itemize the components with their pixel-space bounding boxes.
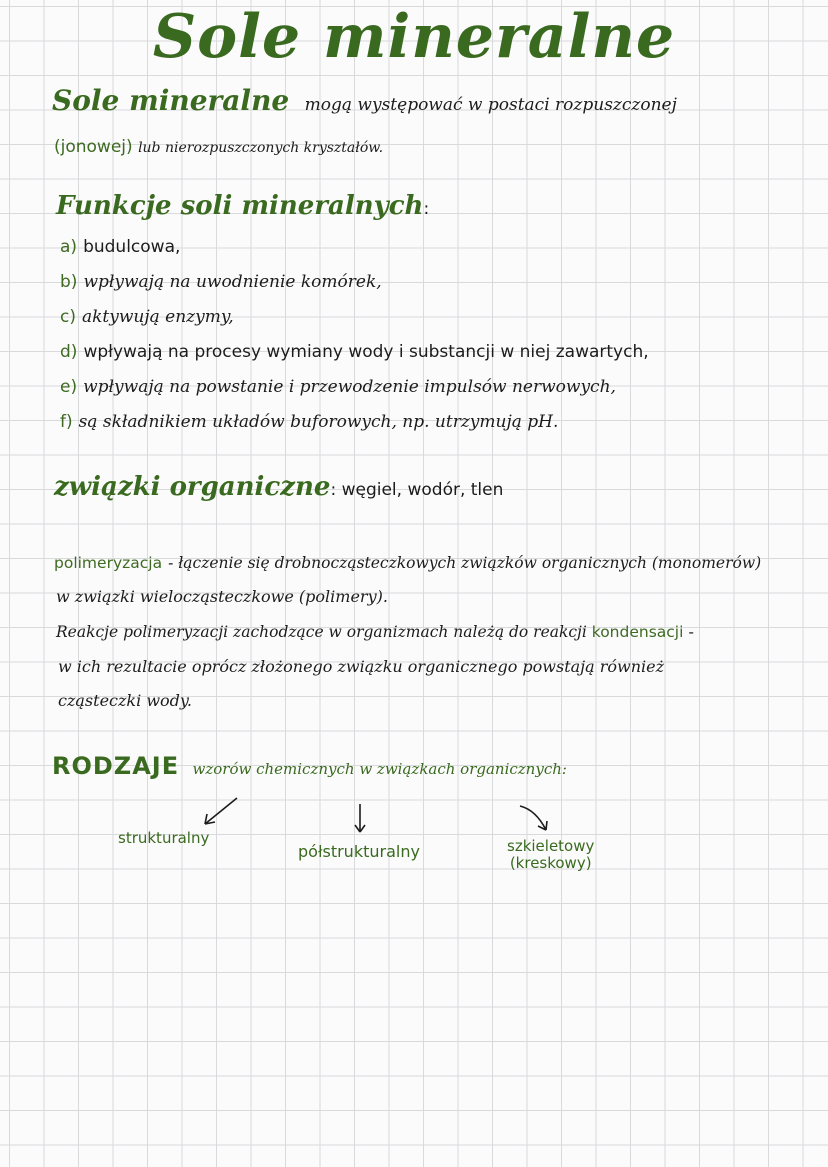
page-title: Sole mineralne	[152, 2, 676, 72]
polymer-line-3	[56, 621, 694, 643]
formula-type-semi-structural: półstrukturalny	[298, 842, 420, 861]
functions-heading-suffix: :	[423, 199, 430, 219]
formulas-heading-row	[52, 752, 567, 780]
functions-heading-row	[56, 191, 430, 221]
polymer-line-4: w ich rezultacie oprócz złożonego związku organicznego powstają również	[58, 657, 665, 676]
intro-line-2-term: (jonowej)	[54, 137, 133, 157]
polymer-line-3-end: -	[683, 623, 694, 641]
list-item: c) aktywują enzymy,	[60, 307, 234, 327]
polymer-line-2: w związki wielocząsteczkowe (polimery).	[56, 587, 388, 606]
organic-heading: związki organiczne	[54, 472, 331, 502]
formulas-heading-rest: wzorów chemicznych w związkach organicznych:	[192, 760, 567, 778]
arrow-right-icon	[514, 800, 554, 838]
intro-line-1	[52, 84, 677, 117]
polymer-line-1-rest: - łączenie się drobnocząsteczkowych związków organicznych (monomerów)	[168, 554, 762, 572]
arrow-down-icon	[348, 800, 372, 838]
intro-line-2	[54, 136, 383, 159]
polymer-term: polimeryzacja	[54, 554, 163, 572]
organic-elements: : węgiel, wodór, tlen	[330, 480, 504, 500]
list-item: d) wpływają na procesy wymiany wody i substancji w niej zawartych,	[60, 342, 649, 362]
intro-line-1-rest: mogą występować w postaci rozpuszczonej	[304, 95, 677, 115]
list-item: b) wpływają na uwodnienie komórek,	[60, 272, 382, 292]
polymer-line-3-start: Reakcje polimeryzacji zachodzące w organizmach należą do reakcji	[56, 623, 587, 641]
organic-row	[54, 472, 504, 502]
polymer-line-5: cząsteczki wody.	[58, 691, 192, 710]
list-item: e) wpływają na powstanie i przewodzenie impulsów nerwowych,	[60, 377, 616, 397]
polymer-line-3-term: kondensacji	[591, 623, 684, 641]
intro-line-2-rest: lub nierozpuszczonych kryształów.	[138, 140, 384, 156]
functions-heading: Funkcje soli mineralnych	[56, 191, 424, 221]
intro-term: Sole mineralne	[52, 84, 290, 117]
list-item: a) budulcowa,	[60, 237, 181, 257]
formula-type-skeletal: szkieletowy (kreskowy)	[507, 837, 595, 872]
formulas-heading: RODZAJE	[52, 752, 180, 780]
list-item: f) są składnikiem układów buforowych, np. utrzymują pH.	[60, 412, 559, 432]
arrow-left-icon	[195, 792, 245, 832]
formula-type-structural: strukturalny	[118, 829, 210, 847]
polymer-line-1	[54, 552, 761, 574]
